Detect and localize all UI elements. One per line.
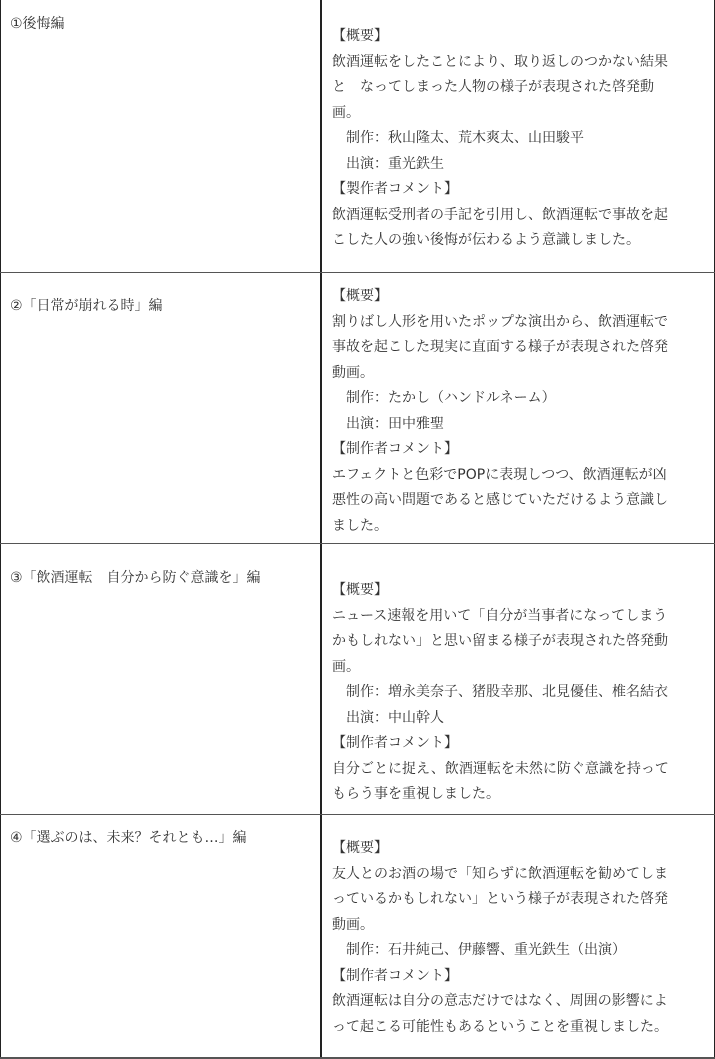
row-divider: [0, 272, 715, 273]
section-heading: 【制作者コメント】: [332, 967, 458, 984]
credit-line: 制作：秋山隆太、荒木爽太、山田駿平: [346, 130, 584, 146]
description-line: 動画。: [332, 364, 374, 381]
section-heading: 【制作者コメント】: [332, 735, 458, 751]
comment-line: もらう事を重視しました。: [332, 786, 500, 802]
cast-line: 出演：重光鉄生: [346, 155, 444, 172]
description-line: 画。: [332, 658, 360, 675]
row-description: [332, 24, 710, 254]
row-description: [332, 836, 710, 1040]
description-line: 事故を起こした現実に直面する様子が表現された啓発: [332, 339, 668, 355]
comment-line: エフェクトと色彩でPOPに表現しつつ、飲酒運転が凶: [332, 466, 667, 483]
section-heading: 【概要】: [332, 28, 388, 44]
comment-line: 自分ごとに捉え、飲酒運転を未然に防ぐ意識を持って: [332, 760, 669, 777]
row-title: ④「選ぶのは、未来？それとも…」編: [10, 830, 247, 846]
credit-line: 制作：たかし（ハンドルネーム）: [346, 390, 556, 406]
row-divider: [0, 814, 715, 815]
section-heading: 【製作者コメント】: [332, 181, 458, 197]
section-heading: 【概要】: [332, 582, 388, 598]
comment-line: こした人の強い後悔が伝わるよう意識しました。: [332, 232, 640, 248]
section-heading: 【制作者コメント】: [332, 441, 458, 457]
credit-line: 制作：増永美奈子、猪股幸那、北見優佳、椎名結衣: [346, 684, 668, 700]
row-title: ③「飲酒運転 自分から防ぐ意識を」編: [10, 570, 261, 586]
description-line: 割りばし人形を用いたポップな演出から、飲酒運転で: [332, 313, 668, 330]
description-line: 画。: [332, 104, 360, 121]
cast-line: 出演：中山幹人: [346, 709, 444, 726]
description-line: 友人とのお酒の場で「知らずに飲酒運転を勧めてしま: [332, 865, 668, 882]
comment-line: ました。: [332, 517, 388, 534]
description-line: かもしれない」と思い留まる様子が表現された啓発動: [332, 633, 668, 649]
row-title: ①後悔編: [10, 16, 65, 32]
description-line: と なってしまった人物の様子が表現された啓発動: [332, 79, 654, 95]
comment-line: 悪性の高い問題であると感じていただけるよう意識し: [332, 492, 668, 508]
description-line: 飲酒運転をしたことにより、取り返しのつかない結果: [332, 53, 668, 70]
section-heading: 【概要】: [332, 288, 388, 304]
row-description: [332, 578, 710, 808]
comment-line: 飲酒運転は自分の意志だけではなく、周囲の影響によ: [332, 993, 668, 1009]
row-title: ②「日常が崩れる時」編: [10, 298, 163, 314]
credit-line: 制作：石井純己、伊藤響、重光鉄生（出演）: [346, 942, 626, 958]
description-line: っているかもしれない」という様子が表現された啓発: [332, 891, 668, 907]
cast-line: 出演：田中雅聖: [346, 415, 444, 432]
description-line: ニュース速報を用いて「自分が当事者になってしまう: [332, 607, 668, 624]
description-line: 動画。: [332, 916, 374, 933]
row-description: [332, 284, 710, 539]
section-heading: 【概要】: [332, 840, 388, 856]
table-left-border: [0, 0, 1, 1059]
comment-line: って起こる可能性もあるということを重視しました。: [332, 1018, 668, 1035]
comment-line: 飲酒運転受刑者の手記を引用し、飲酒運転で事故を起: [332, 206, 668, 223]
column-divider: [320, 0, 322, 1059]
row-divider: [0, 543, 715, 544]
